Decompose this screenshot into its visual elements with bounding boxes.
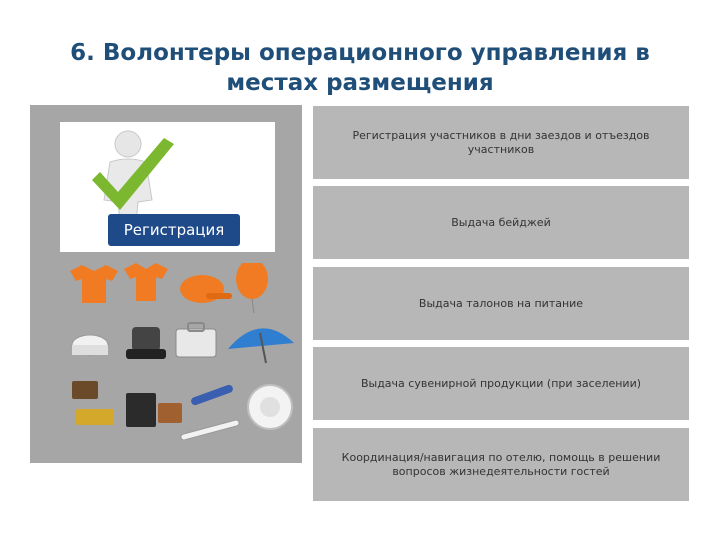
tin-icon xyxy=(72,335,108,355)
task-item-souvenirs: Выдача сувенирной продукции (при заселении) xyxy=(313,347,689,420)
plate-icon xyxy=(248,385,292,429)
pen-icon xyxy=(180,384,240,441)
registration-card xyxy=(60,122,275,252)
tshirt-icon xyxy=(124,263,168,301)
illustration-panel xyxy=(30,105,302,463)
stamp-icon xyxy=(126,327,166,359)
balloon-icon xyxy=(236,263,268,313)
cap-icon xyxy=(180,275,232,303)
tshirt-icon xyxy=(70,265,118,303)
umbrella-icon xyxy=(228,328,294,363)
notebook-icon xyxy=(126,393,182,427)
task-item-meal-tickets: Выдача талонов на питание xyxy=(313,267,689,340)
merchandise-illustration xyxy=(60,263,300,453)
page-title xyxy=(20,38,700,98)
lighter-icon xyxy=(72,381,114,425)
task-item-registration: Регистрация участников в дни заездов и отъездов участников xyxy=(313,106,689,179)
registration-badge: Регистрация xyxy=(108,214,240,246)
title-line-1: 6. Волонтеры операционного управления в xyxy=(70,40,650,66)
task-item-coordination: Координация/навигация по отелю, помощь в решении вопросов жизнедеятельности гостей xyxy=(313,428,689,501)
briefcase-icon xyxy=(176,323,216,357)
title-line-2: местах размещения xyxy=(226,70,494,96)
task-item-badges: Выдача бейджей xyxy=(313,186,689,259)
